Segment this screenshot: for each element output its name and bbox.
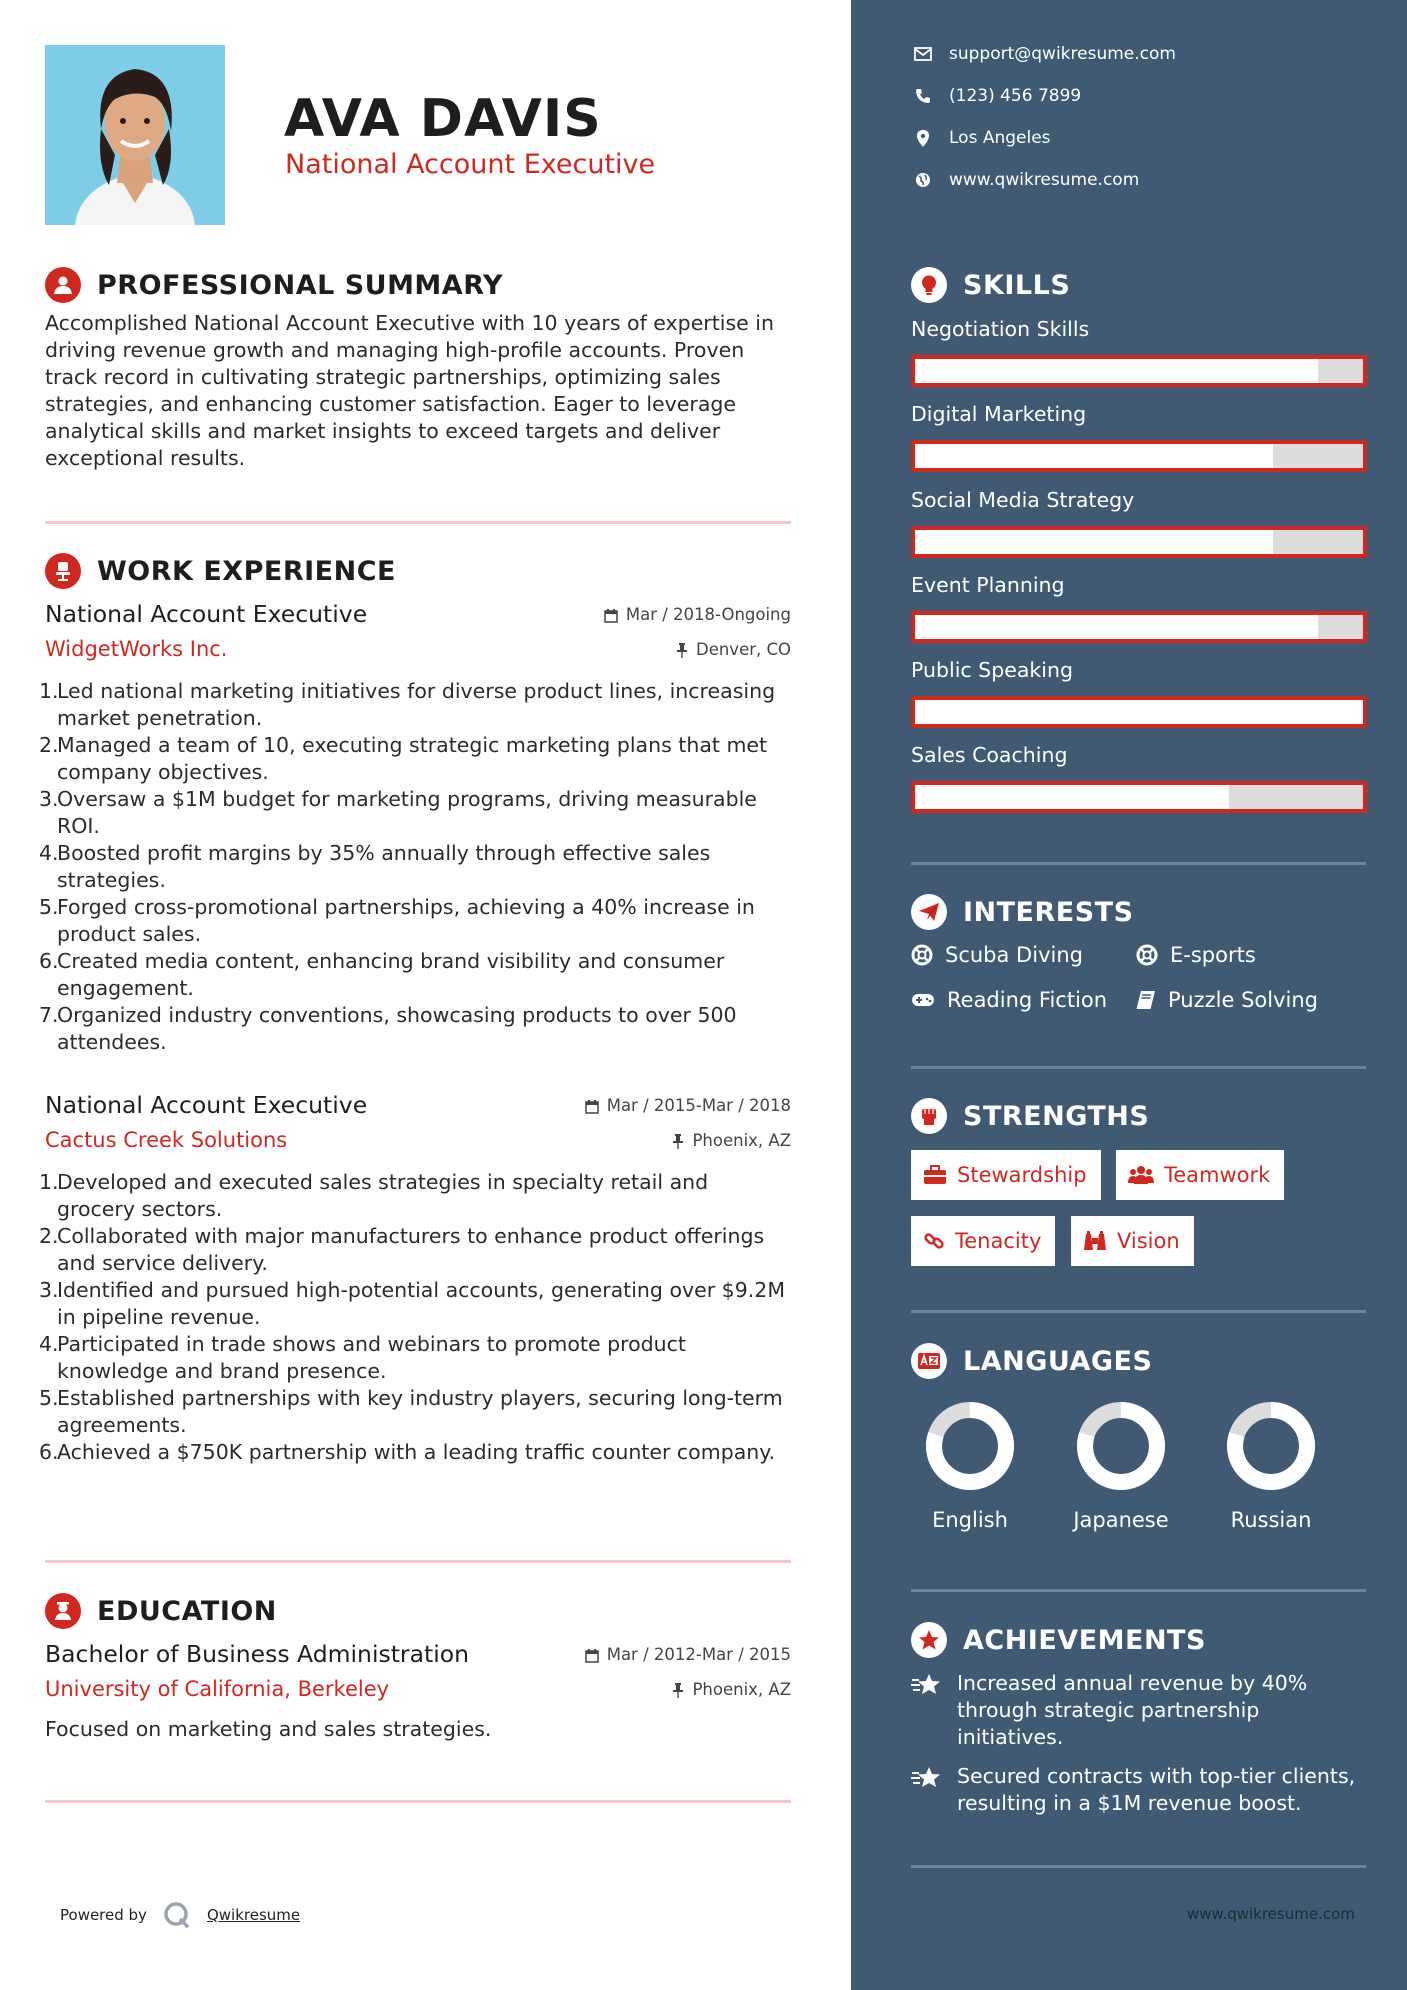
job-entry-1 <box>39 598 791 1056</box>
phone-icon <box>911 88 935 104</box>
skill-bar-fill <box>915 700 1363 724</box>
skill-bar <box>911 611 1367 643</box>
list-item: 4. Participated in trade shows and webinars to promote product knowledge and brand presence. <box>39 1332 686 1383</box>
skill-label: Sales Coaching <box>911 743 1068 767</box>
job-location: Denver, CO <box>676 639 791 661</box>
contact-website[interactable]: www.qwikresume.com <box>911 168 1139 192</box>
strength-badge: Tenacity <box>911 1216 1055 1266</box>
contact-phone[interactable]: (123) 456 7899 <box>911 84 1081 108</box>
user-icon <box>45 267 81 303</box>
achievements-heading: ACHIEVEMENTS <box>963 1624 1206 1656</box>
lifebuoy-icon <box>911 944 933 966</box>
shooting-star-icon <box>911 1763 947 1817</box>
skill-bar <box>911 526 1367 558</box>
job-bullets <box>39 1169 791 1466</box>
strengths-heading: STRENGTHS <box>963 1100 1150 1132</box>
skill-label: Public Speaking <box>911 658 1073 682</box>
skill-label: Digital Marketing <box>911 402 1087 426</box>
experience-header <box>45 552 790 590</box>
job-role: National Account Executive <box>45 600 368 628</box>
skills-heading: SKILLS <box>963 269 1071 301</box>
skill-bar-fill <box>915 444 1273 468</box>
section-divider <box>45 1560 791 1563</box>
education-header <box>45 1592 790 1630</box>
school: University of California, Berkeley <box>45 1677 390 1701</box>
globe-icon <box>911 172 935 188</box>
skill-label: Social Media Strategy <box>911 488 1135 512</box>
list-item: 3. Identified and pursued high-potential accounts, generating over $9.2M in pipeline revenue. <box>39 1278 786 1329</box>
section-divider <box>911 1865 1366 1868</box>
lifebuoy-icon <box>1136 944 1158 966</box>
skill-bar-fill <box>915 615 1318 639</box>
pin-icon <box>672 1683 684 1698</box>
skill-bar <box>911 355 1367 387</box>
list-item: 6. Achieved a $750K partnership with a leading traffic counter company. <box>39 1440 775 1464</box>
experience-heading: WORK EXPERIENCE <box>97 555 396 587</box>
job-bullets <box>39 678 791 1056</box>
skill-item <box>911 656 1367 684</box>
interest-item: Reading Fiction <box>911 986 1107 1014</box>
contact-location: Los Angeles <box>911 126 1051 150</box>
skills-section <box>911 266 1367 304</box>
summary-header <box>45 266 790 304</box>
book-icon <box>1136 990 1156 1010</box>
section-divider <box>911 1066 1366 1069</box>
section-divider <box>911 1589 1366 1592</box>
interests-section <box>911 893 1367 931</box>
job-date: Mar / 2018-Ongoing <box>604 604 791 626</box>
list-item: 3. Oversaw a $1M budget for marketing programs, driving measurable ROI. <box>39 787 757 838</box>
skill-label: Negotiation Skills <box>911 317 1090 341</box>
languages-heading: LANGUAGES <box>963 1345 1153 1377</box>
language-item <box>905 1396 1035 1534</box>
job-location: Phoenix, AZ <box>672 1130 791 1152</box>
translate-icon <box>911 1343 947 1379</box>
skill-bar-fill <box>915 785 1229 809</box>
education-section <box>45 1592 790 1630</box>
skill-bar <box>911 781 1367 813</box>
sidebar <box>851 0 1407 1990</box>
skill-item <box>911 315 1367 343</box>
language-label: Russian <box>1230 1508 1312 1532</box>
footer-website[interactable]: www.qwikresume.com <box>1187 1905 1355 1923</box>
skill-item <box>911 741 1367 769</box>
degree: Bachelor of Business Administration <box>45 1640 470 1668</box>
language-label: Japanese <box>1073 1508 1169 1532</box>
list-item: 5. Forged cross-promotional partnerships, achieving a 40% increase in product sales. <box>39 895 755 946</box>
language-ring <box>1071 1396 1171 1496</box>
skill-bar-fill <box>915 359 1318 383</box>
skill-bar-fill <box>915 530 1273 554</box>
paper-plane-icon <box>911 894 947 930</box>
skill-item <box>911 486 1367 514</box>
strength-badge: Teamwork <box>1116 1150 1284 1200</box>
map-pin-icon <box>911 130 935 147</box>
envelope-icon <box>911 47 935 61</box>
strengths-header <box>911 1097 1367 1135</box>
powered-by-label: Powered by <box>60 1906 147 1924</box>
achievement-item: Increased annual revenue by 40% through strategic partnership initiatives. <box>911 1670 1367 1751</box>
powered-by <box>60 1901 300 1929</box>
job-date: Mar / 2015-Mar / 2018 <box>585 1095 791 1117</box>
languages-header <box>911 1342 1367 1380</box>
achievement-item: Secured contracts with top-tier clients, resulting in a $1M revenue boost. <box>911 1763 1367 1817</box>
candidate-name: AVA DAVIS <box>284 89 602 149</box>
lightbulb-icon <box>911 267 947 303</box>
education-description: Focused on marketing and sales strategies. <box>45 1717 492 1741</box>
gamepad-icon <box>911 992 935 1008</box>
summary-section <box>45 266 790 472</box>
star-icon <box>911 1622 947 1658</box>
list-item: 6. Created media content, enhancing brand visibility and consumer engagement. <box>39 949 725 1000</box>
summary-heading: PROFESSIONAL SUMMARY <box>97 269 504 301</box>
briefcase-icon <box>923 1165 947 1185</box>
language-ring <box>1221 1396 1321 1496</box>
interest-item: E-sports <box>1136 941 1256 969</box>
education-date: Mar / 2012-Mar / 2015 <box>585 1644 791 1666</box>
pin-icon <box>672 1134 684 1149</box>
section-divider <box>45 1800 791 1803</box>
chair-icon <box>45 553 81 589</box>
strength-badge: Vision <box>1071 1216 1194 1266</box>
skills-header <box>911 266 1367 304</box>
experience-section <box>45 552 790 590</box>
users-icon <box>1128 1165 1154 1185</box>
qwikresume-logo-icon <box>163 1901 191 1929</box>
contact-email[interactable]: support@qwikresume.com <box>911 42 1176 66</box>
job-role: National Account Executive <box>45 1091 368 1119</box>
education-heading: EDUCATION <box>97 1595 277 1627</box>
profile-photo <box>45 45 225 225</box>
skill-item <box>911 400 1367 428</box>
calendar-icon <box>585 1099 599 1114</box>
list-item: 4. Boosted profit margins by 35% annually through effective sales strategies. <box>39 841 711 892</box>
binoculars-icon <box>1083 1230 1107 1252</box>
list-item: 2. Collaborated with major manufacturers to enhance product offerings and service delivery. <box>39 1224 765 1275</box>
calendar-icon <box>585 1648 599 1663</box>
interest-item: Scuba Diving <box>911 941 1083 969</box>
list-item: 1. Led national marketing initiatives for diverse product lines, increasing market penetration. <box>39 679 776 730</box>
education-location: Phoenix, AZ <box>672 1679 791 1701</box>
achievements-header <box>911 1621 1367 1659</box>
achievements-section <box>911 1621 1367 1659</box>
section-divider <box>911 1310 1366 1313</box>
candidate-title: National Account Executive <box>285 149 656 180</box>
job-company: Cactus Creek Solutions <box>45 1128 288 1152</box>
pin-icon <box>676 643 688 658</box>
section-divider <box>45 521 791 524</box>
shooting-star-icon <box>911 1670 947 1751</box>
strength-badge: Stewardship <box>911 1150 1101 1200</box>
link-icon <box>923 1230 945 1252</box>
skill-bar <box>911 696 1367 728</box>
language-label: English <box>932 1508 1008 1532</box>
language-ring <box>920 1396 1020 1496</box>
interests-header <box>911 893 1367 931</box>
list-item: 2. Managed a team of 10, executing strategic marketing plans that met company objectives. <box>39 733 768 784</box>
strengths-section <box>911 1097 1367 1135</box>
job-entry-2 <box>39 1089 791 1466</box>
list-item: 5. Established partnerships with key industry players, securing long-term agreements. <box>39 1386 783 1437</box>
interest-item: Puzzle Solving <box>1136 986 1318 1014</box>
skill-bar <box>911 440 1367 472</box>
graduate-icon <box>45 1593 81 1629</box>
list-item: 1. Developed and executed sales strategies in specialty retail and grocery sectors. <box>39 1170 709 1221</box>
languages-section <box>911 1342 1367 1380</box>
interests-heading: INTERESTS <box>963 896 1134 928</box>
list-item: 7. Organized industry conventions, showcasing products to over 500 attendees. <box>39 1003 737 1054</box>
section-divider <box>911 862 1366 865</box>
skill-item <box>911 571 1367 599</box>
language-item <box>1206 1396 1336 1534</box>
job-company: WidgetWorks Inc. <box>45 637 228 661</box>
qwikresume-link[interactable]: Qwikresume <box>206 1906 301 1924</box>
summary-text: Accomplished National Account Executive with 10 years of expertise in driving revenue growth and managing high-profile accounts. Proven track record in cultivating strategic partnerships, optimizing sales strategies, and enhancing customer satisfaction. Eager to leverage analytical skills and market insights to exceed targets and deliver exceptional results. <box>45 311 774 470</box>
education-entry <box>45 1638 791 1743</box>
skill-label: Event Planning <box>911 573 1065 597</box>
calendar-icon <box>604 608 618 623</box>
fist-icon <box>911 1098 947 1134</box>
language-item <box>1056 1396 1186 1534</box>
